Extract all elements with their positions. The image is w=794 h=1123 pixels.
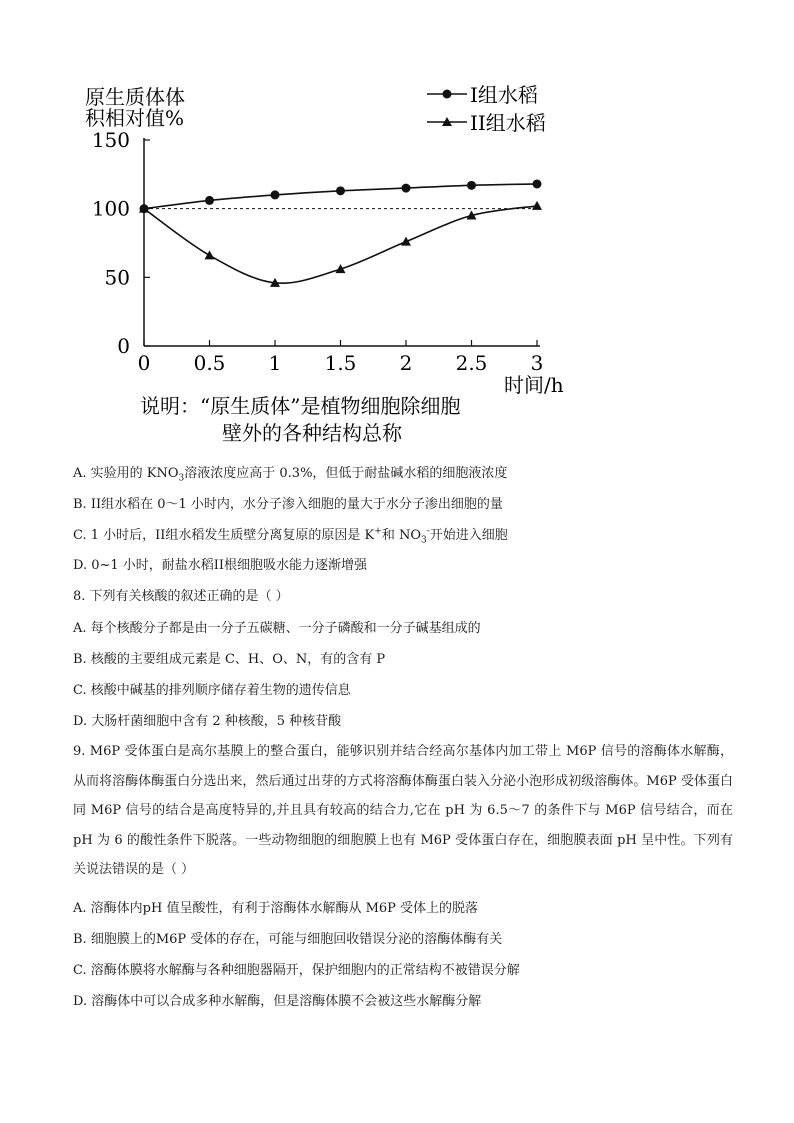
q8-option-a: A. 每个核酸分子都是由一分子五碳糖、一分子磷酸和一分子碱基组成的 — [73, 621, 481, 636]
y-axis-label-line-2: 积相对值% — [85, 106, 185, 130]
y-ticks — [92, 128, 150, 358]
q8-stem: 8. 下列有关核酸的叙述正确的是（ ） — [73, 589, 289, 604]
series-1-point — [205, 196, 214, 205]
q8-option-c: C. 核酸中碱基的排列顺序储存着生物的遗传信息 — [73, 683, 351, 698]
x-tick-label: 1 — [268, 351, 282, 375]
x-tick-label: 2.5 — [455, 351, 488, 375]
q7-option-c: C. 1 小时后，II组水稻发生质壁分离复原的原因是 K+和 $NO_3^-$开始进入细胞 — [73, 526, 508, 546]
x-tick-label: 1.5 — [324, 351, 357, 375]
q9-option-d: D. 溶酶体中可以合成多种水解酶，但是溶酶体膜不会被这些水解酶分解 — [73, 994, 482, 1009]
legend-series-1-label: I组水稻 — [470, 83, 538, 107]
q7-option-a: A. 实验用的 $KNO_3$溶液浓度应高于 0.3%，但低于耐盐碱水稻的细胞液浓度 — [73, 466, 508, 484]
legend-series-2-label: II组水稻 — [470, 111, 546, 135]
series-1-point — [271, 190, 280, 199]
q9-stem: 9. M6P 受体蛋白是高尔基膜上的整合蛋白，能够识别并结合经高尔基体内加工带上 M6P 信号的溶酶体水解酶，从而将溶酶体酶蛋白分选出来，然后通过出芽的方式将溶酶体酶蛋白装入分泌小泡形成初级溶酶体。M6P 受体蛋白同 M6P 信号的结合是高度特异的,并且具有较高的结合力,它在 pH 为 6.5～7 的条件下与 M6P 信号结合，而在 pH 为 6 的酸性条件下脱落。一些动物细胞的细胞膜上也有 M6P 受体蛋白存在，细胞膜表面 pH 呈中性。下列有关说法错误的是（ ） — [73, 744, 733, 878]
y-tick-label: 0 — [117, 334, 130, 358]
x-tick-label: 0 — [137, 351, 151, 375]
series-1-point — [336, 186, 345, 195]
y-tick-label: 50 — [104, 265, 130, 290]
x-tick-label: 2 — [399, 351, 413, 375]
q8-option-d: D. 大肠杆菌细胞中含有 2 种核酸，5 种核苷酸 — [73, 714, 342, 729]
y-axis-label-line-1: 原生质体体 — [85, 85, 185, 109]
series-2-point — [401, 237, 411, 246]
legend — [427, 83, 546, 135]
series-1-point — [467, 181, 476, 190]
series-1-point — [533, 179, 542, 188]
y-tick-label: 150 — [91, 128, 130, 152]
q7-option-d: D. 0~1 小时，耐盐水稻II根细胞吸水能力逐渐增强 — [73, 558, 368, 573]
series-2-point — [205, 250, 215, 259]
chart-note-line-1: 说明：“原生质体”是植物细胞除细胞 — [140, 394, 461, 418]
q8-option-b: B. 核酸的主要组成元素是 C、H、O、N，有的含有 P — [73, 652, 386, 667]
x-tick-label: 3 — [530, 351, 544, 375]
q9-option-c: C. 溶酶体膜将水解酶与各种细胞器隔开，保护细胞内的正常结构不被错误分解 — [73, 963, 520, 978]
series-2-point — [532, 201, 542, 210]
y-tick-label: 100 — [91, 196, 130, 221]
series-1-point — [402, 184, 411, 193]
q9-option-b: B. 细胞膜上的M6P 受体的存在，可能与细胞回收错误分泌的溶酶体酶有关 — [73, 932, 503, 947]
x-axis-label: 时间/h — [504, 373, 564, 397]
legend-series-1-marker — [443, 90, 452, 99]
q9-option-a: A. 溶酶体内pH 值呈酸性，有利于溶酶体水解酶从 M6P 受体上的脱落 — [73, 901, 479, 916]
protoplast-volume-chart — [60, 70, 620, 460]
x-tick-label: 0.5 — [193, 351, 226, 375]
q7-option-b: B. II组水稻在 0～1 小时内，水分子渗入细胞的量大于水分子渗出细胞的量 — [73, 497, 503, 512]
chart-note-line-2: 壁外的各种结构总称 — [222, 421, 402, 445]
